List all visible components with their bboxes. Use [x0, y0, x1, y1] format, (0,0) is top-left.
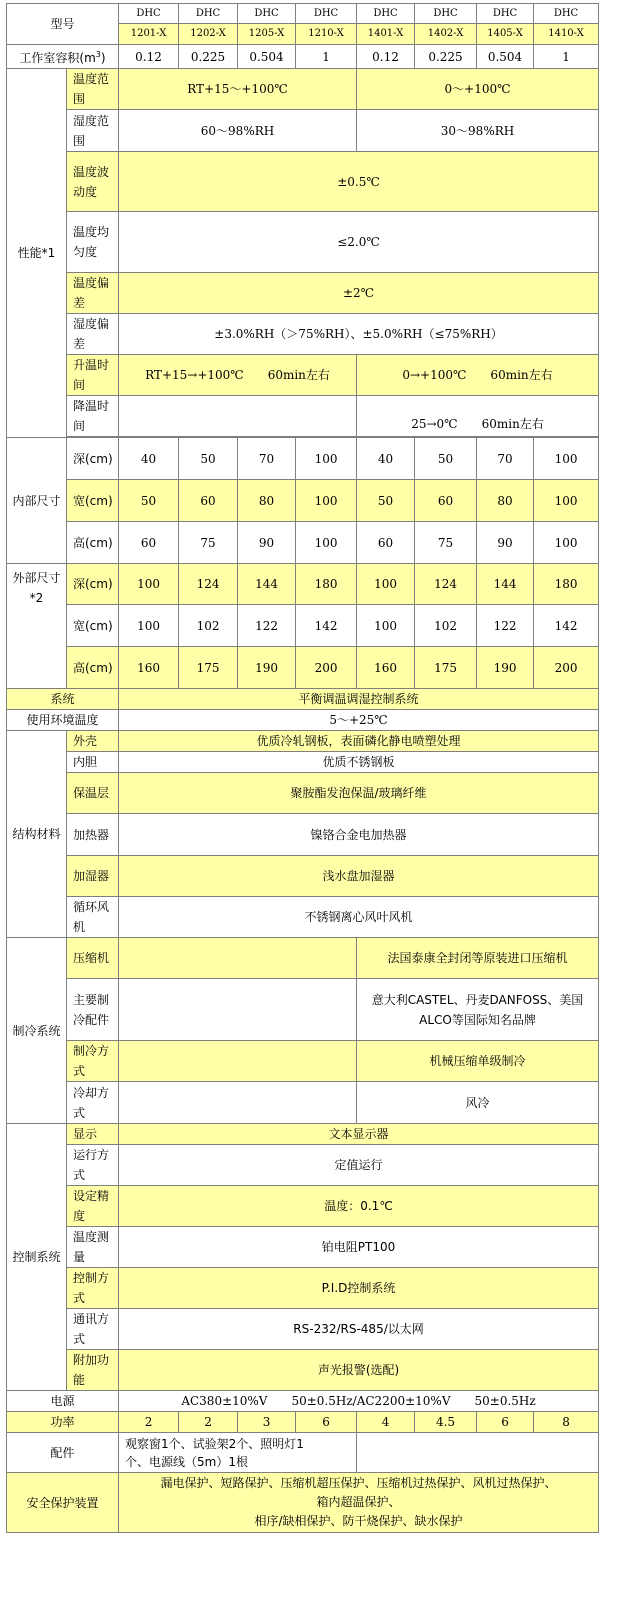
parts-row	[7, 979, 599, 1041]
model-code: 1201-X	[119, 24, 179, 45]
ext-height-value: 190	[477, 647, 534, 689]
humid-range-a: 60～98%RH	[119, 110, 357, 152]
comm-row	[7, 1309, 599, 1350]
power-value: AC380±10%V 50±0.5Hz/AC2200±10%V 50±0.5Hz	[119, 1391, 599, 1412]
compressor-b: 法国泰康全封闭等原装进口压缩机	[357, 938, 599, 979]
compressor-row	[7, 938, 599, 979]
int-depth-row	[7, 438, 599, 480]
volume-value: 0.504	[238, 45, 296, 69]
precision-value: 温度：0.1℃	[119, 1186, 599, 1227]
temp-dev-row	[7, 273, 599, 314]
wattage-row	[7, 1412, 599, 1433]
model-row-1	[7, 4, 599, 24]
power-row	[7, 1391, 599, 1412]
int-height-row	[7, 522, 599, 564]
ext-depth-value: 124	[415, 564, 477, 605]
model-code: 1401-X	[357, 24, 415, 45]
heat-b: 0→+100℃ 60min左右	[357, 355, 599, 396]
cooling-b: 风冷	[357, 1082, 599, 1124]
comm-label: 通讯方式	[67, 1309, 119, 1350]
parts-label: 主要制冷配件	[67, 979, 119, 1041]
volume-value: 0.225	[415, 45, 477, 69]
measure-value: 铂电阻PT100	[119, 1227, 599, 1268]
cool-label: 降温时间	[67, 396, 119, 437]
ctrl-method-label: 控制方式	[67, 1268, 119, 1309]
int-width-value: 100	[296, 480, 357, 522]
cool-row	[7, 396, 599, 437]
uniform-label: 温度均匀度	[67, 212, 119, 273]
model-code: 1205-X	[238, 24, 296, 45]
shell-row	[7, 731, 599, 752]
temp-range-label: 温度范围	[67, 69, 119, 110]
model-prefix: DHC	[357, 4, 415, 24]
system-label: 系统	[7, 689, 119, 710]
int-width-label: 宽(cm)	[67, 480, 119, 522]
int-height-value: 100	[534, 522, 599, 564]
extra-value: 声光报警(选配)	[119, 1350, 599, 1391]
model-code: 1202-X	[179, 24, 238, 45]
display-label: 显示	[67, 1124, 119, 1145]
model-label: 型号	[7, 4, 119, 45]
ref-method-row	[7, 1041, 599, 1082]
ext-depth-label: 深(cm)	[67, 564, 119, 605]
heat-label: 升温时间	[67, 355, 119, 396]
ext-width-label: 宽(cm)	[67, 605, 119, 647]
ext-height-value: 190	[238, 647, 296, 689]
ext-depth-value: 180	[296, 564, 357, 605]
insul-row	[7, 773, 599, 814]
run-row	[7, 1145, 599, 1186]
uniform-row	[7, 212, 599, 273]
system-row	[7, 689, 599, 710]
humid-dev-label: 湿度偏差	[67, 314, 119, 355]
int-height-label: 高(cm)	[67, 522, 119, 564]
accessories-row	[7, 1433, 599, 1473]
insul-value: 聚胺酯发泡保温/玻璃纤维	[119, 773, 599, 814]
wattage-value: 2	[119, 1412, 179, 1433]
accessories-blank	[357, 1433, 599, 1473]
extra-label: 附加功能	[67, 1350, 119, 1391]
int-width-value: 50	[357, 480, 415, 522]
model-prefix: DHC	[179, 4, 238, 24]
temp-range-row	[7, 69, 599, 110]
temp-dev-value: ±2℃	[119, 273, 599, 314]
volume-label: 工作室容积$(m^3)$	[7, 45, 119, 69]
model-code: 1402-X	[415, 24, 477, 45]
int-width-row	[7, 480, 599, 522]
run-label: 运行方式	[67, 1145, 119, 1186]
ctrl-method-row	[7, 1268, 599, 1309]
int-depth-value: 100	[296, 438, 357, 480]
compressor-a	[119, 938, 357, 979]
compressor-label: 压缩机	[67, 938, 119, 979]
safety-row	[7, 1473, 599, 1533]
ext-height-value: 175	[179, 647, 238, 689]
liner-row	[7, 752, 599, 773]
ctrl-method-value: P.I.D控制系统	[119, 1268, 599, 1309]
ref-method-label: 制冷方式	[67, 1041, 119, 1082]
int-depth-value: 50	[179, 438, 238, 480]
liner-label: 内胆	[67, 752, 119, 773]
int-height-value: 75	[415, 522, 477, 564]
int-depth-value: 40	[119, 438, 179, 480]
ext-depth-value: 144	[238, 564, 296, 605]
volume-value: 0.225	[179, 45, 238, 69]
ext-depth-value: 100	[119, 564, 179, 605]
ext-width-value: 100	[357, 605, 415, 647]
humid-dev-row	[7, 314, 599, 355]
precision-label: 设定精度	[67, 1186, 119, 1227]
cool-a	[119, 396, 357, 437]
wattage-label: 功率	[7, 1412, 119, 1433]
volume-value: 1	[534, 45, 599, 69]
model-prefix: DHC	[296, 4, 357, 24]
ext-width-value: 102	[179, 605, 238, 647]
int-width-value: 60	[415, 480, 477, 522]
humid-range-row	[7, 110, 599, 152]
int-height-value: 90	[477, 522, 534, 564]
heater-value: 镍铬合金电加热器	[119, 814, 599, 856]
fan-value: 不锈钢离心风叶风机	[119, 897, 599, 938]
ref-method-a	[119, 1041, 357, 1082]
heater-row	[7, 814, 599, 856]
int-depth-value: 50	[415, 438, 477, 480]
int-height-value: 90	[238, 522, 296, 564]
heat-a: RT+15→+100℃ 60min左右	[119, 355, 357, 396]
internal-label: 内部尺寸	[7, 438, 67, 564]
ext-height-value: 175	[415, 647, 477, 689]
comm-value: RS-232/RS-485/以太网	[119, 1309, 599, 1350]
volume-value: 1	[296, 45, 357, 69]
safety-value	[119, 1473, 599, 1533]
temp-dev-label: 温度偏差	[67, 273, 119, 314]
ext-depth-value: 144	[477, 564, 534, 605]
wattage-value: 6	[477, 1412, 534, 1433]
volume-value: 0.12	[119, 45, 179, 69]
safety-line: 漏电保护、短路保护、压缩机超压保护、压缩机过热保护、风机过热保护、	[160, 1476, 557, 1490]
int-width-value: 80	[477, 480, 534, 522]
cool-b: 25→0℃ 60min左右	[357, 396, 599, 437]
precision-row	[7, 1186, 599, 1227]
control-label: 控制系统	[7, 1124, 67, 1391]
ext-depth-value: 124	[179, 564, 238, 605]
int-height-value: 75	[179, 522, 238, 564]
heat-row	[7, 355, 599, 396]
int-width-value: 50	[119, 480, 179, 522]
ext-height-value: 160	[357, 647, 415, 689]
spec-table	[6, 3, 599, 1533]
volume-row	[7, 45, 599, 69]
uniform-value: ≤2.0℃	[119, 212, 599, 273]
humid-dev-value: ±3.0%RH（＞75%RH）、±5.0%RH（≤75%RH）	[119, 314, 599, 355]
spec-table-container	[6, 3, 599, 1533]
model-prefix: DHC	[415, 4, 477, 24]
parts-b: 意大利CASTEL、丹麦DANFOSS、美国ALCO等国际知名品牌	[357, 979, 599, 1041]
ext-height-value: 200	[296, 647, 357, 689]
safety-line: 相序/缺相保护、防干烧保护、缺水保护	[254, 1514, 463, 1528]
ref-method-b: 机械压缩单级制冷	[357, 1041, 599, 1082]
model-prefix: DHC	[534, 4, 599, 24]
env-temp-row	[7, 710, 599, 731]
cooling-label: 冷却方式	[67, 1082, 119, 1124]
refrigeration-label: 制冷系统	[7, 938, 67, 1124]
ext-height-row	[7, 647, 599, 689]
humidifier-label: 加湿器	[67, 856, 119, 897]
model-prefix: DHC	[238, 4, 296, 24]
wattage-value: 4.5	[415, 1412, 477, 1433]
wattage-value: 4	[357, 1412, 415, 1433]
ext-width-row	[7, 605, 599, 647]
display-value: 文本显示器	[119, 1124, 599, 1145]
temp-range-b: 0～+100℃	[357, 69, 599, 110]
run-value: 定值运行	[119, 1145, 599, 1186]
int-depth-value: 40	[357, 438, 415, 480]
ext-width-value: 142	[534, 605, 599, 647]
model-code: 1210-X	[296, 24, 357, 45]
ext-depth-value: 180	[534, 564, 599, 605]
int-width-value: 60	[179, 480, 238, 522]
wattage-value: 2	[179, 1412, 238, 1433]
safety-line: 箱内超温保护、	[316, 1495, 401, 1509]
env-temp-label: 使用环境温度	[7, 710, 119, 731]
accessories-line: 观察窗1个、试验架2个、照明灯1	[125, 1436, 304, 1451]
ext-width-value: 100	[119, 605, 179, 647]
ext-depth-row	[7, 564, 599, 605]
int-depth-value: 70	[477, 438, 534, 480]
model-prefix: DHC	[119, 4, 179, 24]
int-height-value: 60	[119, 522, 179, 564]
fluct-label: 温度波动度	[67, 152, 119, 212]
accessories-label: 配件	[7, 1433, 119, 1473]
int-height-value: 60	[357, 522, 415, 564]
wattage-value: 3	[238, 1412, 296, 1433]
fan-row	[7, 897, 599, 938]
insul-label: 保温层	[67, 773, 119, 814]
int-height-value: 100	[296, 522, 357, 564]
ext-height-value: 160	[119, 647, 179, 689]
humidifier-row	[7, 856, 599, 897]
humid-range-label: 湿度范围	[67, 110, 119, 152]
model-code: 1410-X	[534, 24, 599, 45]
fan-label: 循环风机	[67, 897, 119, 938]
ext-width-value: 122	[477, 605, 534, 647]
model-prefix: DHC	[477, 4, 534, 24]
extra-row	[7, 1350, 599, 1391]
shell-value: 优质冷轧钢板，表面磷化静电喷塑处理	[119, 731, 599, 752]
external-label: 外部尺寸*2	[7, 564, 67, 689]
volume-value: 0.12	[357, 45, 415, 69]
int-width-value: 100	[534, 480, 599, 522]
ext-width-value: 122	[238, 605, 296, 647]
int-width-value: 80	[238, 480, 296, 522]
liner-value: 优质不锈钢板	[119, 752, 599, 773]
structure-label: 结构材料	[7, 731, 67, 938]
safety-label: 安全保护装置	[7, 1473, 119, 1533]
display-row	[7, 1124, 599, 1145]
wattage-value: 6	[296, 1412, 357, 1433]
ext-width-value: 142	[296, 605, 357, 647]
shell-label: 外壳	[67, 731, 119, 752]
wattage-value: 8	[534, 1412, 599, 1433]
temp-range-a: RT+15～+100℃	[119, 69, 357, 110]
system-value: 平衡调温调湿控制系统	[119, 689, 599, 710]
ext-height-label: 高(cm)	[67, 647, 119, 689]
parts-a	[119, 979, 357, 1041]
ext-height-value: 200	[534, 647, 599, 689]
fluct-value: ±0.5℃	[119, 152, 599, 212]
performance-label: 性能*1	[7, 69, 67, 438]
humidifier-value: 浅水盘加湿器	[119, 856, 599, 897]
int-depth-value: 70	[238, 438, 296, 480]
cooling-a	[119, 1082, 357, 1124]
env-temp-value: 5～+25℃	[119, 710, 599, 731]
power-label: 电源	[7, 1391, 119, 1412]
volume-value: 0.504	[477, 45, 534, 69]
heater-label: 加热器	[67, 814, 119, 856]
model-code: 1405-X	[477, 24, 534, 45]
ext-depth-value: 100	[357, 564, 415, 605]
measure-label: 温度测量	[67, 1227, 119, 1268]
accessories-line: 个、电源线（5m）1根	[125, 1454, 248, 1469]
humid-range-b: 30～98%RH	[357, 110, 599, 152]
accessories-value	[119, 1433, 357, 1473]
measure-row	[7, 1227, 599, 1268]
int-depth-label: 深(cm)	[67, 438, 119, 480]
ext-width-value: 102	[415, 605, 477, 647]
fluct-row	[7, 152, 599, 212]
int-depth-value: 100	[534, 438, 599, 480]
cooling-row	[7, 1082, 599, 1124]
